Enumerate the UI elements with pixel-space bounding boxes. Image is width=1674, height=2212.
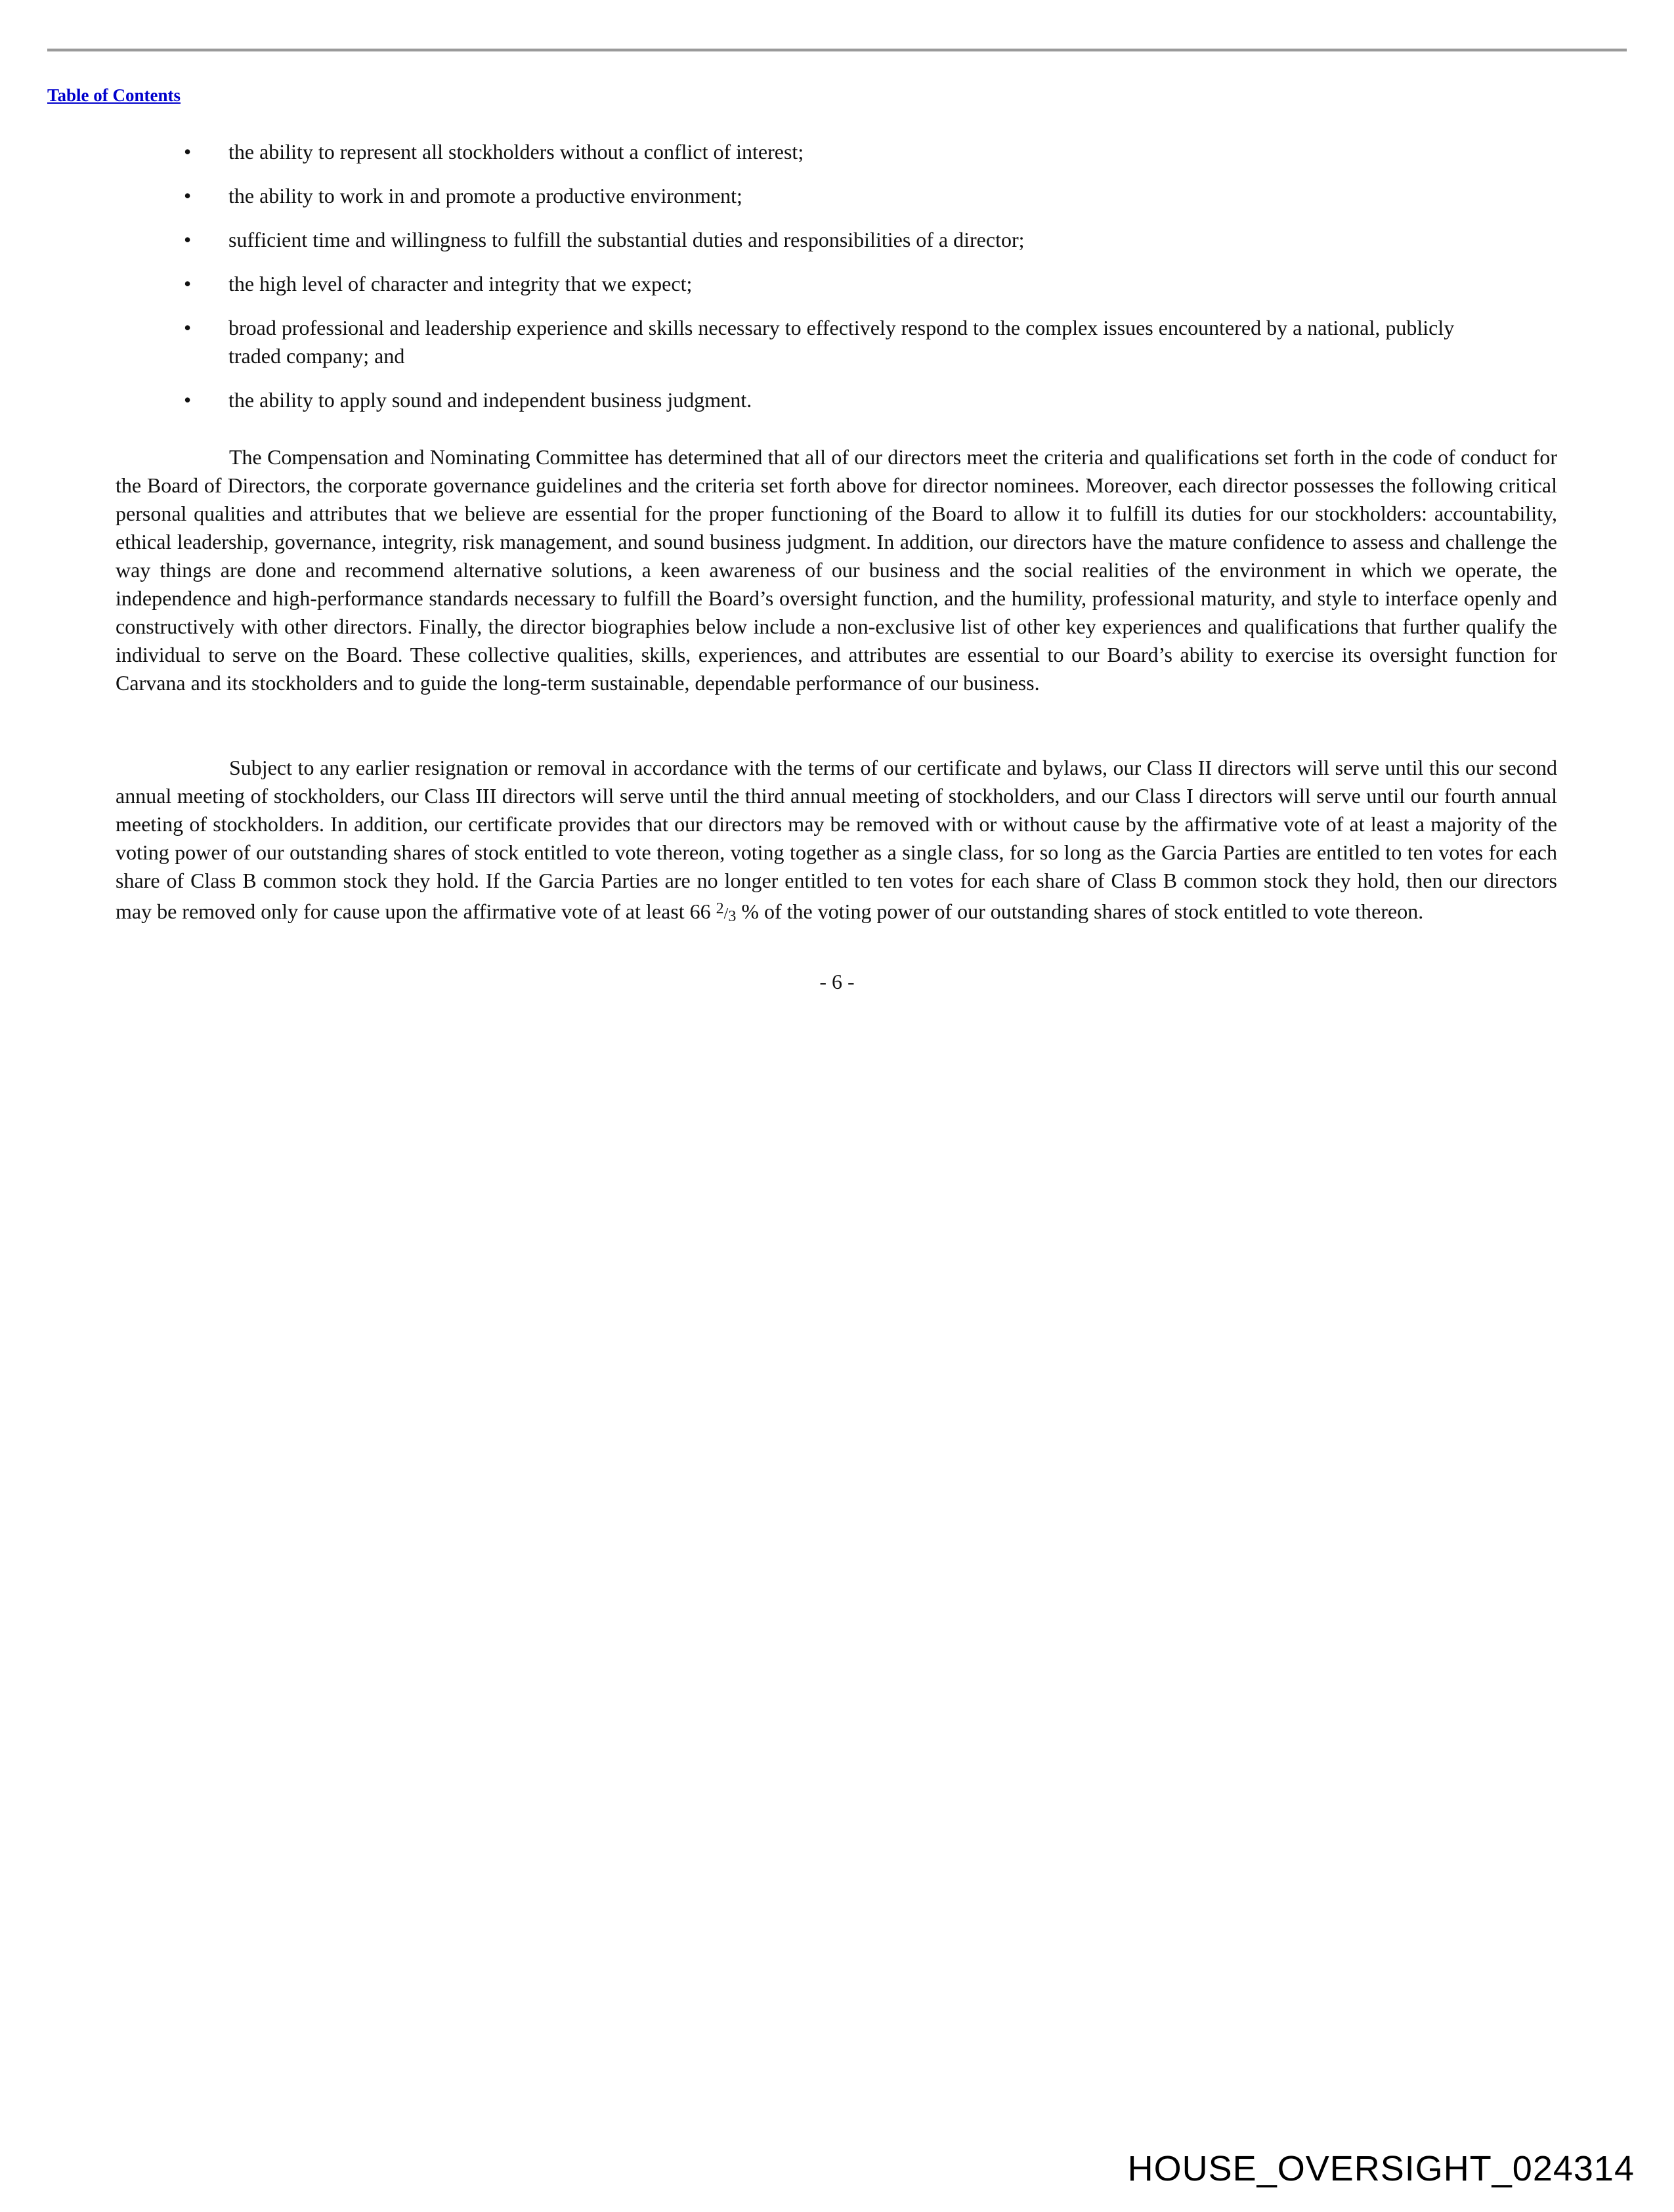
terms-text-after: % of the voting power of our outstanding shares of stock entitled to vote thereon. bbox=[741, 900, 1424, 923]
director-qualifications-paragraph: The Compensation and Nominating Committee has determined that all of our directors meet the criteria and qualifications set forth in the code of conduct for the Board of Directors, the corporate governance guidelines and the criteria set forth above for director nominees. Moreover, each director possesses the following critical personal qualities and attributes that we believe are essential for the proper functioning of the Board to allow it to fulfill its duties for our stockholders: accountability, ethical leadership, governance, integrity, risk management, and sound business judgment. In addition, our directors have the mature confidence to assess and challenge the way things are done and recommend alternative solutions, a keen awareness of our business and the social realities of the environment in which we operate, the independence and high-performance standards necessary to fulfill the Board’s oversight function, and the humility, professional maturity, and style to interface openly and constructively with other directors. Finally, the director biographies below include a non-exclusive list of other key experiences and qualifications that further qualify the individual to serve on the Board. These collective qualities, skills, experiences, and attributes are essential to our Board’s ability to exercise its oversight function for Carvana and its stockholders and to guide the long-term sustainable, dependable performance of our business. bbox=[116, 445, 1557, 695]
fraction-numerator: 2 bbox=[716, 900, 724, 917]
bullet-text: the ability to apply sound and independent business judgment. bbox=[228, 388, 752, 412]
list-item bbox=[0, 386, 1509, 414]
bullet-text: sufficient time and willingness to fulfill the substantial duties and responsibilities of a director; bbox=[228, 228, 1025, 251]
list-item bbox=[0, 226, 1509, 254]
fraction-denominator: 3 bbox=[728, 908, 737, 925]
list-item bbox=[0, 270, 1509, 298]
bullet-text: the ability to work in and promote a productive environment; bbox=[228, 184, 742, 207]
bullet-text: the high level of character and integrity that we expect; bbox=[228, 272, 693, 295]
bates-stamp: HOUSE_OVERSIGHT_024314 bbox=[1127, 2149, 1635, 2188]
table-of-contents-link[interactable]: Table of Contents bbox=[47, 85, 181, 105]
list-item bbox=[0, 138, 1509, 166]
bullet-text: broad professional and leadership experience and skills necessary to effectively respond to the complex issues encountered by a national, publicly traded company; and bbox=[228, 316, 1455, 368]
bullet-icon: • bbox=[184, 228, 192, 251]
terms-text-before: Subject to any earlier resignation or removal in accordance with the terms of our certificate and bylaws, our Class II directors will serve until this our second annual meeting of stockholders, our Class III directors will serve until the third annual meeting of stockholders, and our Class I directors will serve until our fourth annual meeting of stockholders. In addition, our certificate provides that our directors may be removed with or without cause by the affirmative vote of at least a majority of the voting power of our outstanding shares of stock entitled to vote thereon, voting together as a single class, for so long as the Garcia Parties are entitled to ten votes for each share of Class B common stock they hold. If the Garcia Parties are no longer entitled to ten votes for each share of Class B common stock they hold, then our directors may be removed only for cause upon the affirmative vote of at least 66 bbox=[116, 756, 1557, 923]
bullet-icon: • bbox=[184, 316, 192, 339]
top-horizontal-rule bbox=[47, 49, 1627, 52]
qualifications-bullet-list bbox=[0, 138, 1674, 430]
page-number: - 6 - bbox=[819, 970, 855, 993]
bullet-icon: • bbox=[184, 140, 192, 163]
two-thirds-fraction bbox=[716, 900, 737, 925]
bullet-text: the ability to represent all stockholders without a conflict of interest; bbox=[228, 140, 804, 163]
bullet-icon: • bbox=[184, 184, 192, 207]
list-item bbox=[0, 182, 1509, 210]
director-terms-paragraph bbox=[116, 754, 1557, 931]
list-item bbox=[0, 314, 1509, 370]
fraction-slash: / bbox=[723, 905, 729, 922]
bullet-icon: • bbox=[184, 388, 192, 412]
bullet-icon: • bbox=[184, 272, 192, 295]
